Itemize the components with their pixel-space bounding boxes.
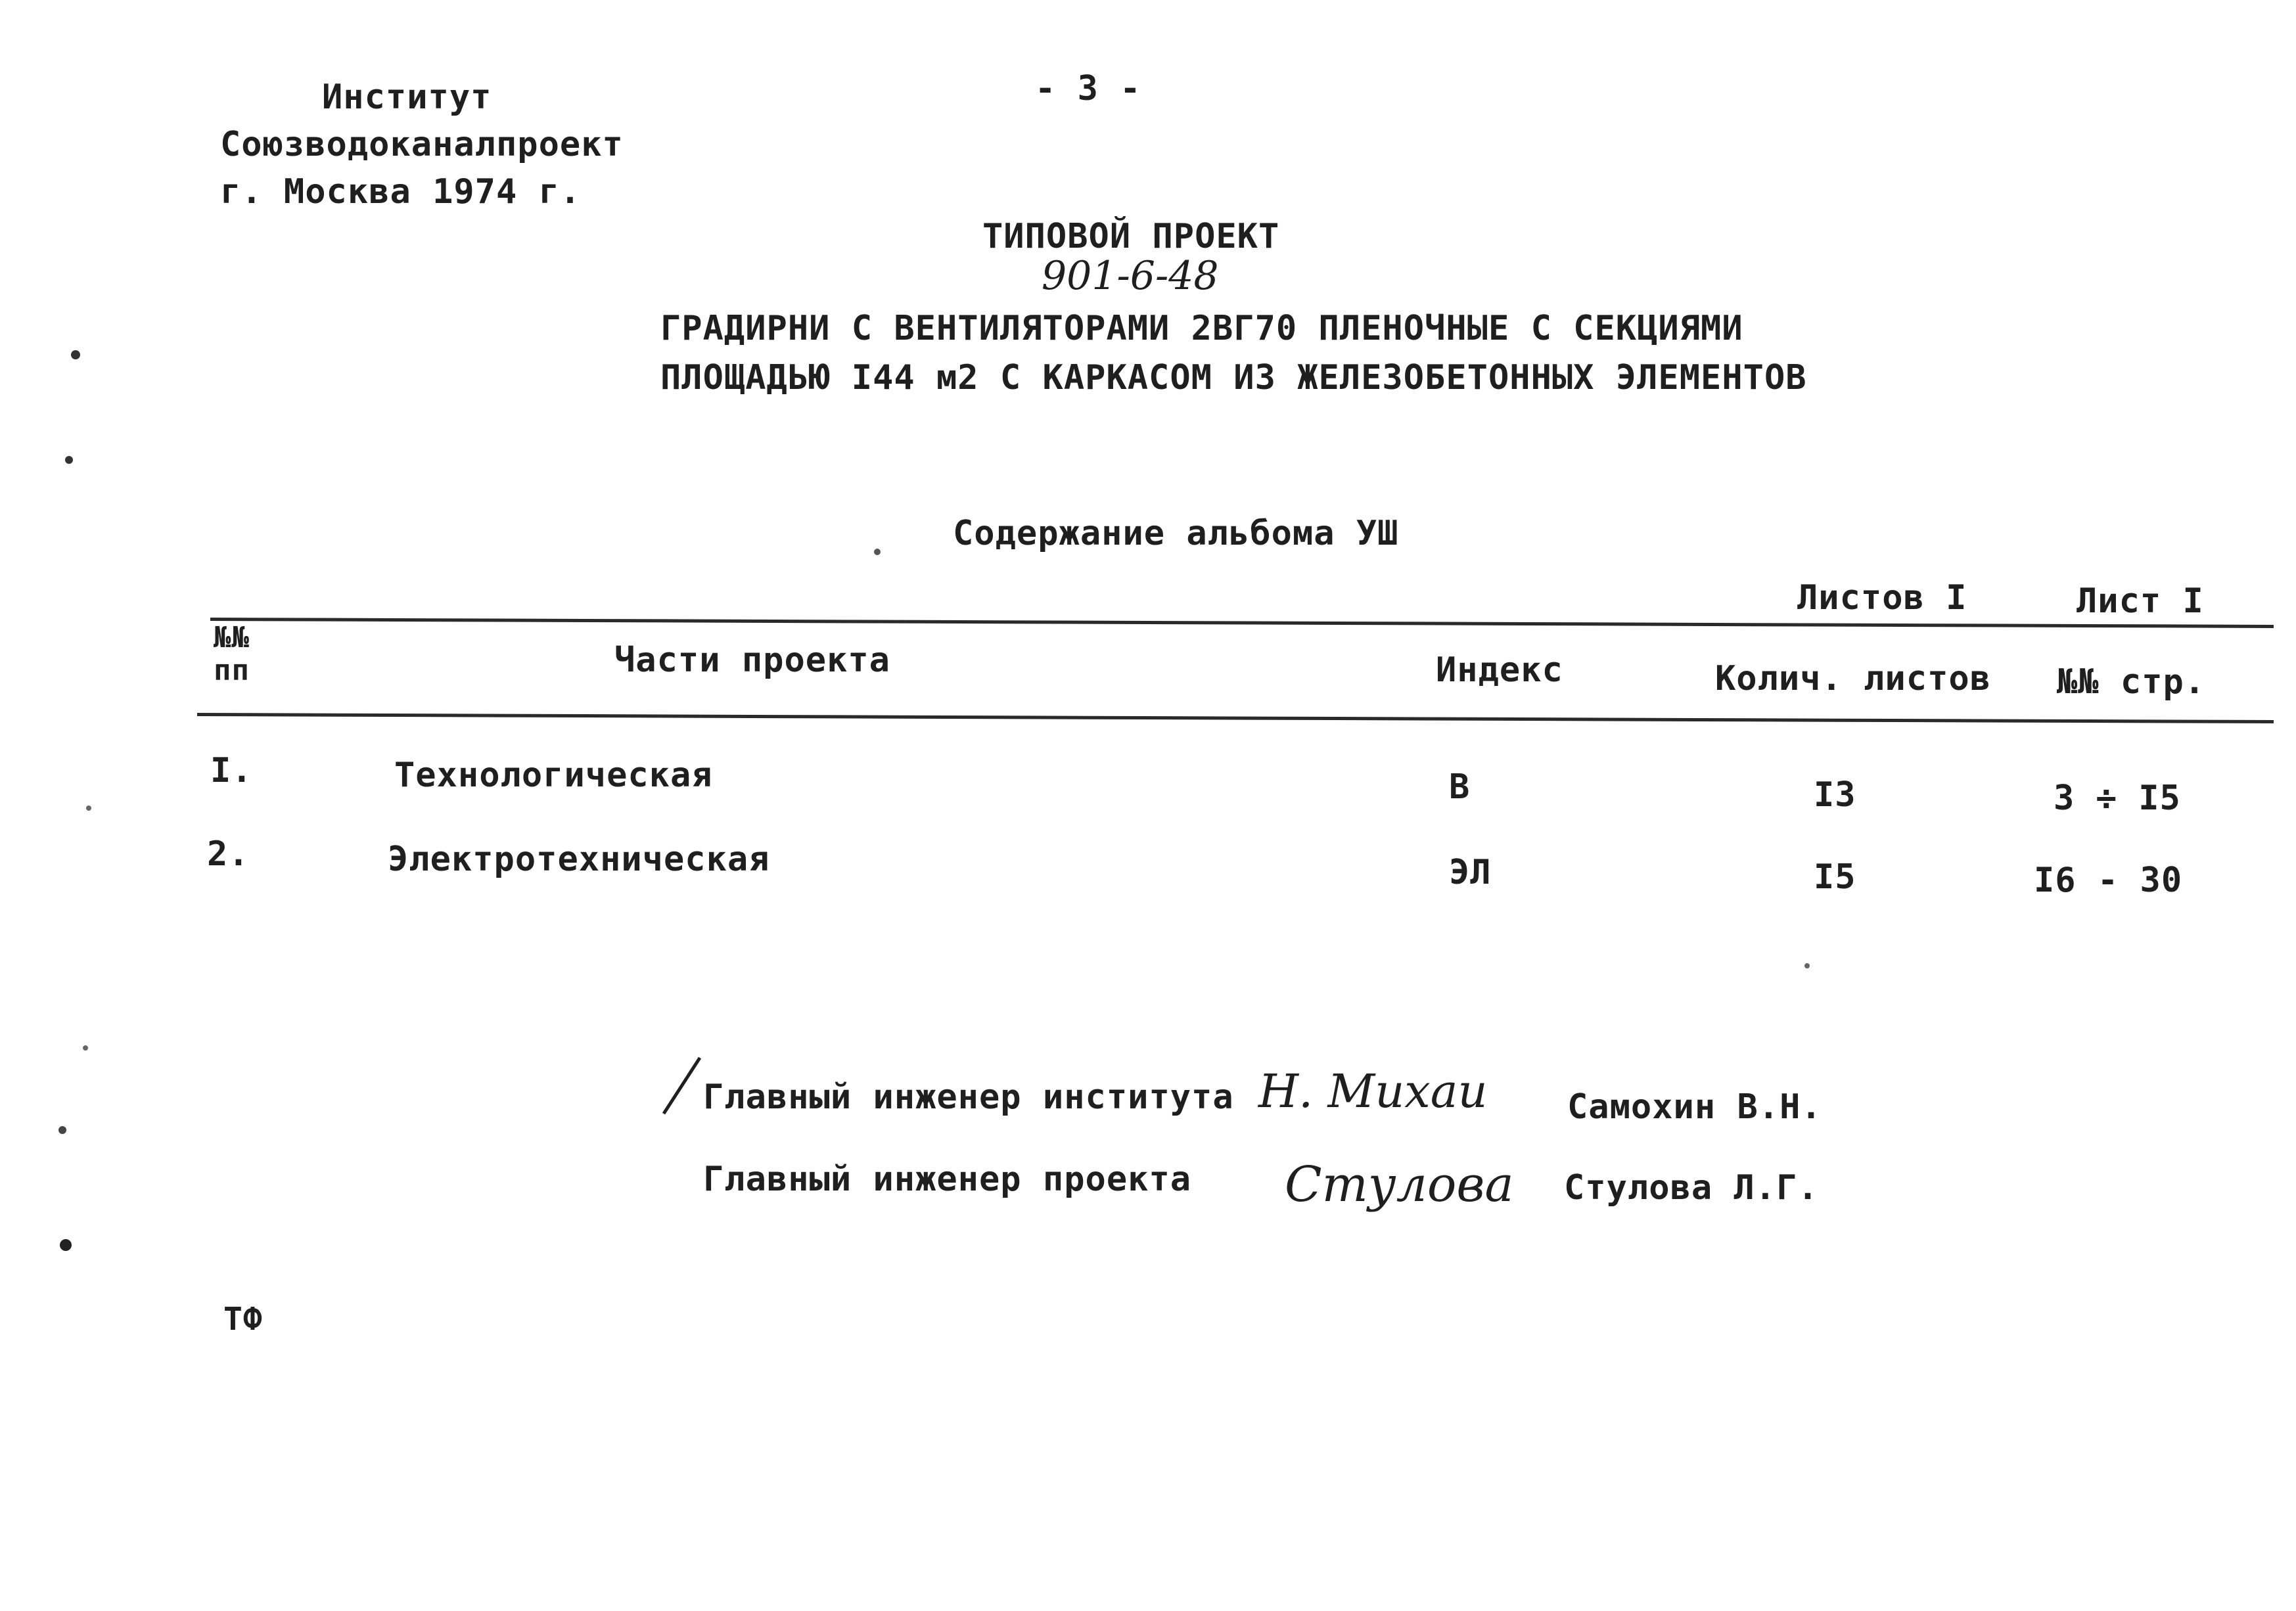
sheets-total: Листов I [1797,578,1967,618]
signature-role: Главный инженер института [703,1078,1234,1117]
column-header-pages: №№ стр. [2057,662,2206,702]
column-header-num-1: №№ [214,621,250,654]
row-part: Технологическая [394,756,713,795]
institute-line-1: Институт [322,78,492,117]
row-number: I. [210,751,253,790]
row-index: ЭЛ [1449,853,1492,892]
row-index: В [1449,767,1471,807]
signatory-name: Стулова Л.Г. [1564,1168,1819,1208]
institute-line-3: г. Москва 1974 г. [220,172,582,212]
contents-heading: Содержание альбома УШ [953,514,1399,553]
title-line-3: ПЛОЩАДЬЮ I44 м2 С КАРКАСОМ ИЗ ЖЕЛЕЗОБЕТОННЫХ ЭЛЕМЕНТОВ [660,358,1807,397]
column-header-part: Части проекта [614,641,890,680]
page-number: - 3 - [1035,69,1141,108]
project-number: 901-6-48 [1042,253,1219,299]
column-header-count: Колич. листов [1715,659,1991,698]
handwritten-signature: Стулова [1285,1156,1514,1213]
institute-line-2: Союзводоканалпроект [220,125,624,164]
row-pages: I6 - 30 [2034,861,2183,900]
column-header-num-2: пп [214,654,250,687]
signatory-name: Самохин В.Н. [1567,1087,1822,1127]
column-header-index: Индекс [1436,650,1563,690]
title-line-1: ТИПОВОЙ ПРОЕКТ [982,217,1280,256]
handwritten-signature: Н. Михаи [1258,1064,1488,1118]
row-number: 2. [207,834,250,874]
row-part: Электротехническая [388,840,770,879]
footer-mark: ТФ [223,1301,263,1338]
row-count: I5 [1814,857,1856,897]
title-line-2: ГРАДИРНИ С ВЕНТИЛЯТОРАМИ 2ВГ70 ПЛЕНОЧНЫЕ С СЕКЦИЯМИ [660,309,1743,348]
signature-role: Главный инженер проекта [703,1160,1192,1199]
row-pages: 3 ÷ I5 [2054,779,2181,818]
row-count: I3 [1814,775,1856,815]
sheet-number: Лист I [2077,581,2204,621]
